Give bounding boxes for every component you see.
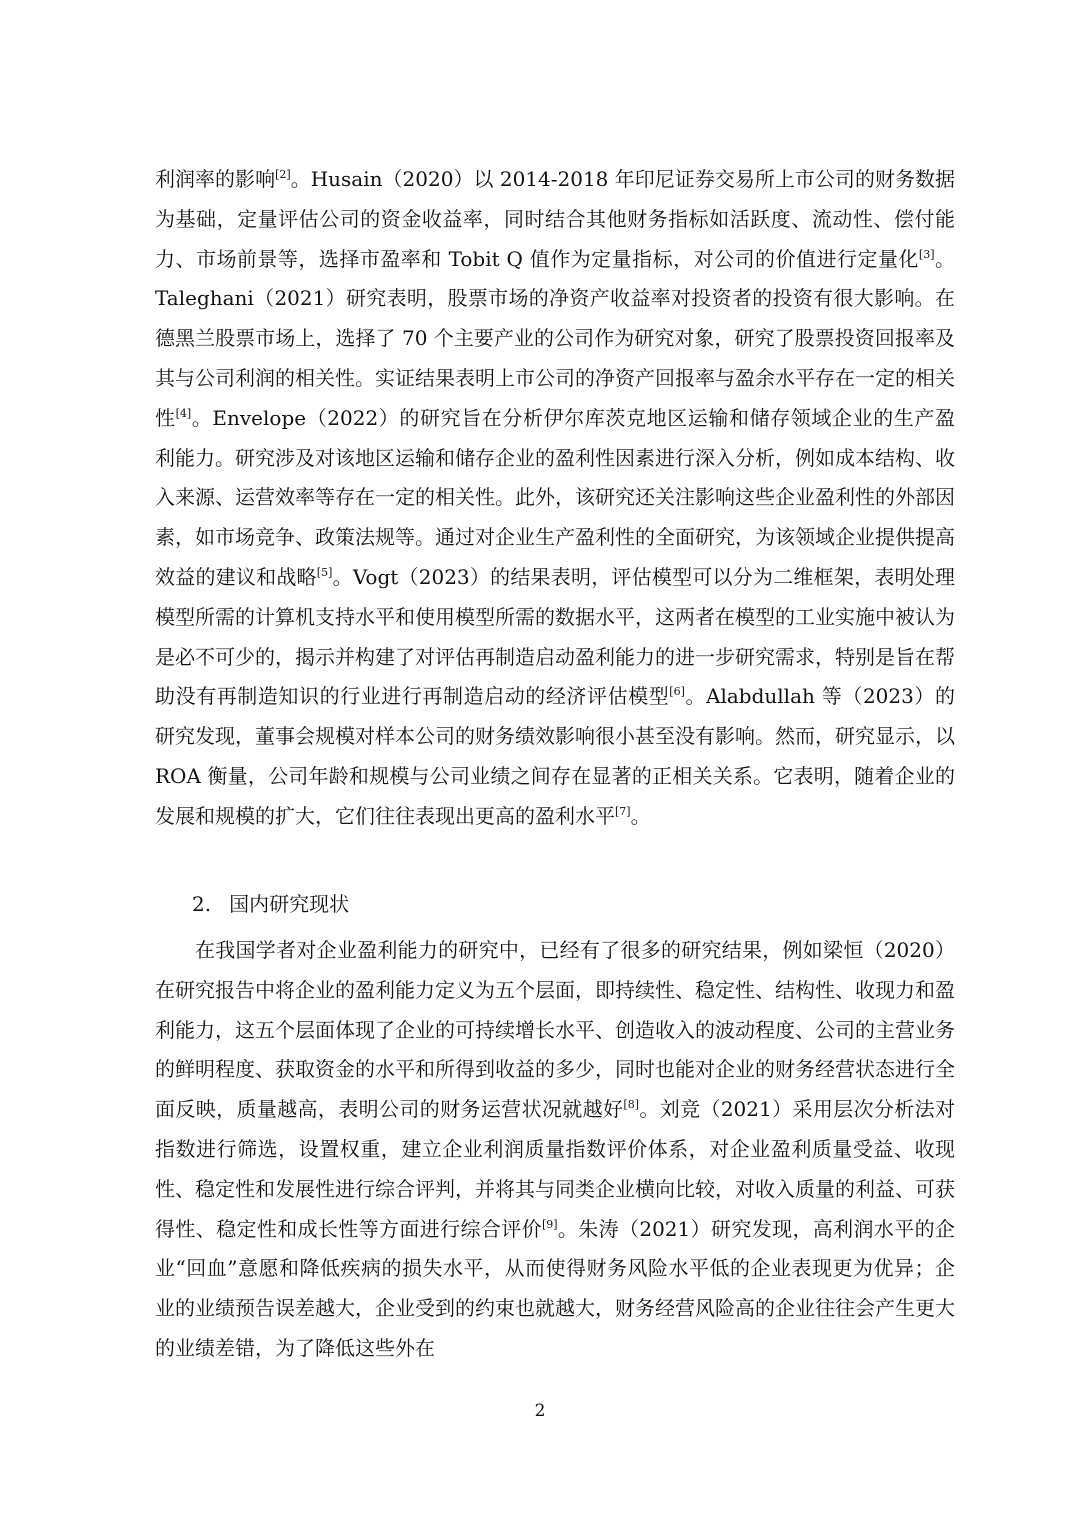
citation-ref: [9] — [541, 1217, 558, 1231]
citation-ref: [5] — [316, 565, 333, 579]
text-run: 。Vogt（2023）的结果表明，评估模型可以分为二维框架，表明处理模型所需的计算机支持水平和使用模型所需的数据水平，这两者在模型的工业实施中被认为是必不可少的，揭示并构建了对评估再制造启动盈利能力的进一步研究需求，特别是旨在帮助没有再制造知识的行业进行再制造启动的经济评估模型 — [155, 564, 955, 709]
body-paragraph-1 — [155, 160, 955, 837]
citation-ref: [2] — [275, 168, 291, 181]
page-number: 2 — [534, 1401, 546, 1421]
text-run: 。Taleghani（2021）研究表明，股票市场的净资产收益率对投资者的投资有很大影响。在德黑兰股票市场上，选择了 70 个主要产业的公司作为研究对象，研究了股票投资回报率及其与公司利润的相关性。实证结果表明上市公司的净资产回报率与盈余水平存在一定的相关性 — [155, 246, 955, 430]
text-run: 。朱涛（2021）研究发现，高利润水平的企业“回血”意愿和降低疾病的损失水平，从而使得财务风险水平低的企业表现更为优异；企业的业绩预告误差越大，企业受到的约束也就越大，财务经营风险高的企业往往会产生更大的业绩差错，为了降低这些外在 — [155, 1216, 955, 1360]
paragraph-text — [155, 931, 955, 1369]
citation-ref: [8] — [623, 1098, 639, 1112]
paragraph-text — [155, 160, 955, 837]
section-number: 2. — [192, 892, 212, 916]
body-paragraph-2 — [155, 931, 955, 1369]
text-run: 。刘竞（2021）采用层次分析法对指数进行筛选，设置权重，建立企业利润质量指数评价体系，对企业盈利质量受益、收现性、稳定性和发展性进行综合评判，并将其与同类企业横向比较，对收入质量的利益、可获得性、稳定性和成长性等方面进行综合评价 — [155, 1097, 956, 1241]
section-heading — [192, 885, 349, 925]
text-run: 利润率的影响 — [155, 167, 276, 191]
text-run: 在我国学者对企业盈利能力的研究中，已经有了很多的研究结果，例如梁恒（2020）在研究报告中将企业的盈利能力定义为五个层面，即持续性、稳定性、结构性、收现力和盈利能力，这五个层面体现了企业的可持续增长水平、创造收入的波动程度、公司的主营业务的鲜明程度、获取资金的水平和所得到收益的多少，同时也能对企业的财务经营状态进行全面反映，质量越高，表明公司的财务运营状况就越好 — [155, 938, 955, 1122]
text-run: 。Envelope（2022）的研究旨在分析伊尔库茨克地区运输和储存领域企业的生产盈利能力。研究涉及对该地区运输和储存企业的盈利性因素进行深入分析，例如成本结构、收入来源、运营效率等存在一定的相关性。此外，该研究还关注影响这些企业盈利性的外部因素，如市场竞争、政策法规等。通过对企业生产盈利性的全面研究，为该领域企业提供提高效益的建议和战略 — [155, 405, 956, 589]
citation-ref: [4] — [175, 406, 192, 420]
text-run: 。Husain（2020）以 2014-2018 年印尼证券交易所上市公司的财务数据为基础，定量评估公司的资金收益率，同时结合其他财务指标如活跃度、流动性、偿付能力、市场前景等，选择市盈率和 Tobit Q 值作为定量指标，对公司的价值进行定量化 — [155, 167, 955, 271]
text-run: 。 — [630, 803, 651, 828]
citation-ref: [6] — [669, 685, 685, 699]
citation-ref: [7] — [615, 804, 631, 818]
citation-ref: [3] — [918, 247, 935, 261]
text-run: 。Alabdullah 等（2023）的研究发现，董事会规模对样本公司的财务绩效影响很小甚至没有影响。然而，研究显示，以 ROA 衡量，公司年龄和规模与公司业绩之间存在显著的正相关关系。它表明，随着企业的发展和规模的扩大，它们往往表现出更高的盈利水平 — [155, 684, 955, 828]
section-title: 国内研究现状 — [229, 892, 350, 916]
